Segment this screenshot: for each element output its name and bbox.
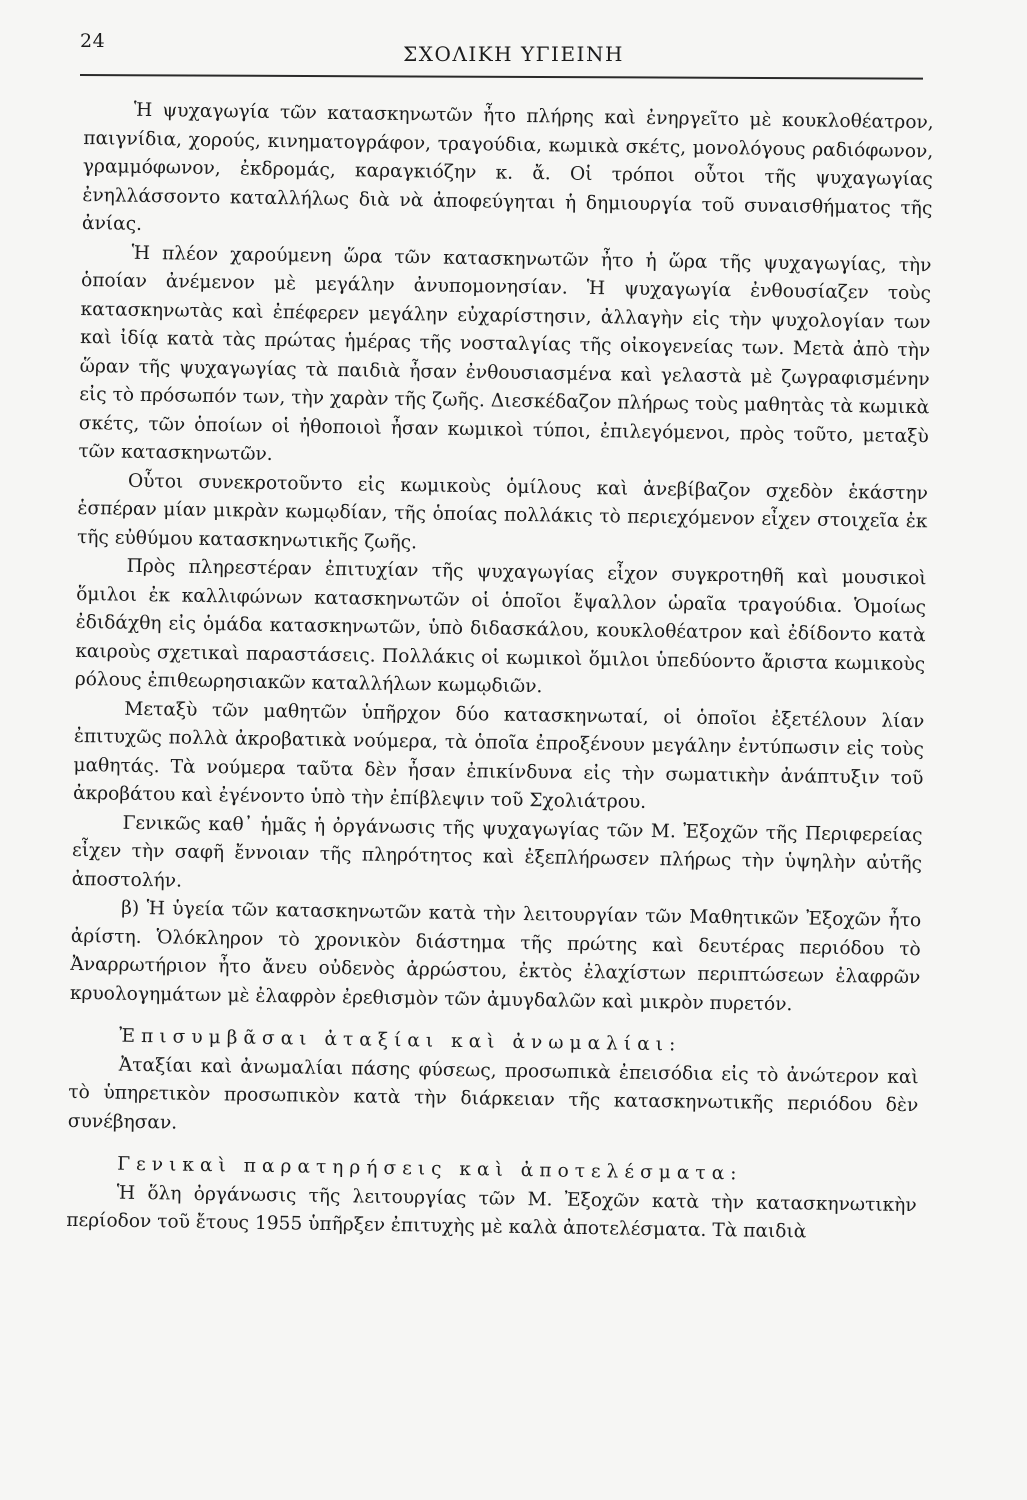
header-rule <box>80 74 923 80</box>
paragraph-music-groups: Πρὸς πληρεστέραν ἐπιτυχίαν τῆς ψυχαγωγίας εἶχον συγκροτηθῆ καὶ μουσικοὶ ὅμιλοι ἐκ καλλιφώνων κατασκηνωτῶν οἱ ὁποῖοι ἔψαλλον ὡραῖα τραγούδια. Ὁμοίως ἐδιδάχθη εἰς ὁμάδα κατασκηνωτῶν, ὑπὸ διδασκάλου, κουκλοθέατρον καὶ ἐδίδοντο κατὰ καιροὺς σχετικαὶ παραστάσεις. Πολλάκις οἱ κωμικοὶ ὅμιλοι ὑπεδύοντο ἄριστα κωμικοὺς ρόλους ἐπιθεωρησιακῶν καταλλήλων κωμῳδιῶν. <box>74 555 927 698</box>
paragraph-general-entertainment: Γενικῶς καθ᾽ ἡμᾶς ἡ ὀργάνωσις τῆς ψυχαγωγίας τῶν Μ. Ἐξοχῶν τῆς Περιφερείας εἶχεν τὴν σαφῆ ἔννοιαν τῆς πληρότητος καὶ ἐξεπλήρωσεν πλήρως τὴν ὑψηλὴν αὐτῆς ἀποστολήν. <box>71 812 923 892</box>
paragraph-happiest-hour: Ἡ πλέον χαρούμενη ὥρα τῶν κατασκηνωτῶν ἦτο ἡ ὥρα τῆς ψυχαγωγίας, τὴν ὁποίαν ἀνέμενον μὲ μεγάλην ἀνυπομονησίαν. Ἡ ψυχαγωγία ἐνθουσίαζεν τοὺς κατασκηνωτὰς καὶ ἐπέφερεν μεγάλην εὐχαρίστησιν, ἀλλαγὴν εἰς τὴν ψυχολογίαν των καὶ ἰδίᾳ κατὰ τὰς πρώτας ἡμέρας τῆς νοσταλγίας τῆς οἰκογενείας των. Μετὰ ἀπὸ τὴν ὥραν τῆς ψυχαγωγίας τὰ παιδιὰ ἦσαν ἐνθουσιασμένα καὶ γελαστὰ μὲ ζωγραφισμένην εἰς τὸ πρόσωπόν των, τὴν χαρὰν τῆς ζωῆς. Διεσκέδαζον πλήρως τοὺς μαθητὰς τὰ κωμικὰ σκέτς, τῶν ὁποίων οἱ ἠθοποιοὶ ἦσαν κωμικοὶ τύποι, ἐπιλεγόμενοι, πρὸς τοῦτο, μεταξὺ τῶν κατασκηνωτῶν. <box>78 242 932 466</box>
paragraph-general-observations: Ἡ ὅλη ὀργάνωσις τῆς λειτουργίας τῶν Μ. Ἐξοχῶν κατὰ τὴν κατασκηνωτικὴν περίοδον τοῦ ἔτους 1955 ὑπῆρξεν ἐπιτυχὴς μὲ καλὰ ἀποτελέσματα. Τὰ παιδιὰ <box>66 1182 917 1243</box>
heading-anomalies: Ἐπισυμβᾶσαι ἀταξίαι καὶ ἀνωμαλίαι: <box>119 1025 682 1056</box>
running-title: ΣΧΟΛΙΚΗ ΥΓΙΕΙΝΗ <box>403 42 624 66</box>
paragraph-entertainment: Ἡ ψυχαγωγία τῶν κατασκηνωτῶν ἦτο πλήρης καὶ ἐνηργεῖτο μὲ κουκλοθέατρον, παιγνίδια, χορούς, κινηματογράφον, τραγούδια, κωμικὰ σκέτς, μονολόγους ραδιόφωνον, γραμμόφωνον, ἐκδρομάς, καραγκιόζην κ. ἄ. Οἱ τρόποι οὗτοι τῆς ψυχαγωγίας ἐνηλλάσσοντο καταλλήλως διὰ νὰ ἀποφεύγηται ἡ δημιουργία τοῦ συναισθήματος τῆς ἀνίας. <box>81 99 934 235</box>
paragraph-acrobats: Μεταξὺ τῶν μαθητῶν ὑπῆρχον δύο κατασκηνωταί, οἱ ὁποῖοι ἐξετέλουν λίαν ἐπιτυχῶς πολλὰ ἀκροβατικὰ νούμερα, τὰ ὁποῖα ἐπροξένουν μεγάλην ἐντύπωσιν εἰς τοὺς μαθητάς. Τὰ νούμερα ταῦτα δὲν ἦσαν ἐπικίνδυνα εἰς τὴν σωματικὴν ἀνάπτυξιν τοῦ ἀκροβάτου καὶ ἐγένοντο ὑπὸ τὴν ἐπίβλεψιν τοῦ Σχολιάτρου. <box>72 698 925 813</box>
page-number: 24 <box>80 30 106 52</box>
paragraph-anomalies: Ἀταξίαι καὶ ἀνωμαλίαι πάσης φύσεως, προσωπικὰ ἐπεισόδια εἰς τὸ ἀνώτερον καὶ τὸ ὑπηρετικὸν προσωπικὸν κατὰ τὴν διάρκειαν τῆς κατασκηνωτικῆς περιόδου δὲν συνέβησαν. <box>67 1054 919 1134</box>
paragraph-health: β) Ἡ ὑγεία τῶν κατασκηνωτῶν κατὰ τὴν λειτουργίαν τῶν Μαθητικῶν Ἐξοχῶν ἦτο ἀρίστη. Ὁλόκληρον τὸ χρονικὸν διάστημα τῆς πρώτης καὶ δευτέρας περιόδου τὸ Ἀναρρωτήριον ἦτο ἄνευ οὐδενὸς ἀρρώστου, ἐκτὸς ἐλαχίστων περιπτώσεων ἐλαφρῶν κρυολογημάτων μὲ ἐλαφρὸν ἐρεθισμὸν τῶν ἀμυγδαλῶν καὶ μικρὸν πυρετόν. <box>69 897 922 1015</box>
paragraph-comic-groups: Οὗτοι συνεκροτοῦντο εἰς κωμικοὺς ὁμίλους καὶ ἀνεβίβαζον σχεδὸν ἑκάστην ἑσπέραν μίαν μικρὰν κωμῳδίαν, τῆς ὁποίας πολλάκις τὸ περιεχόμενον εἶχεν στοιχεῖα ἐκ τῆς εὐθύμου κατασκηνωτικῆς ζωῆς. <box>76 470 929 553</box>
body-text <box>66 96 934 1249</box>
heading-general-observations: Γενικαὶ παρατηρήσεις καὶ ἀποτελέσματα: <box>117 1153 743 1185</box>
